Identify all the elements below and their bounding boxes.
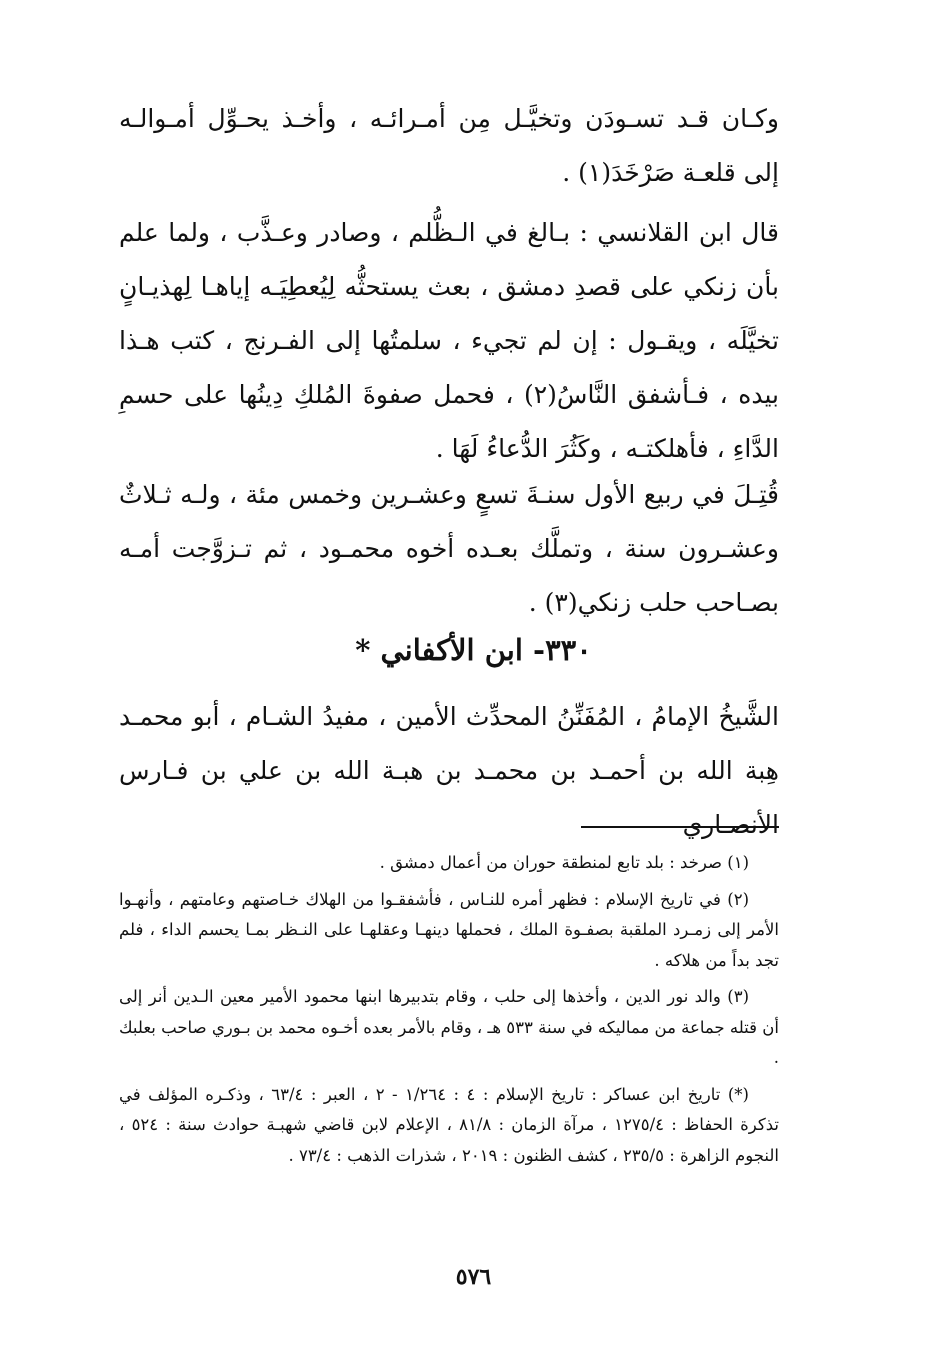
footnote-sources: (*) تاريخ ابن عساكر : تاريخ الإسلام : ٤ : ١/٢٦٤ - ٢ ، العبر : ٦٣/٤ ، وذكـره المؤلف في تذكرة الحفاظ : ١٢٧٥/٤ ، مرآة الزمان : ٨١/٨ ، الإعلام لابن قاضي شهبـة حوادث سنة : ٥٢٤ ، النجوم الزاهرة : ٢٣٥/٥ ، كشف الظنون : ٢٠١٩ ، شذرات الذهب : ٧٣/٤ . xyxy=(119,1084,780,1165)
footnote-2: (٢) في تاريخ الإسلام : فظهر أمره للنـاس ، فأشفقـوا من الهلاك خـاصتهم وعامتهم ، وأنهـوا الأمر إلى زمـرد الملقبة بصفـوة الملك ، فحملها دينهـا وعقلهـا على النـظر بمـا يحسم الداء ، فلم تجد بداً من هلاكه . xyxy=(119,889,779,970)
footnote-3: (٣) والد نور الدين ، وأخذها إلى حلب ، وقام بتدبيرها ابنها محمود الأمير معين الـدين أنر إلى أن قتله جماعة من مماليكه في سنة ٥٣٣ هـ ، وقام بالأمر بعده أخـوه محمد بن بـوري صاحب بعلبك . xyxy=(119,987,779,1067)
paragraph-1: وكـان قـد تسـودَن وتخيَّـل مِن أمـرائـه ، وأخـذ يحـوِّل أمـوالـه إلى قلعـة صَرْخَدَ(١) . xyxy=(119,104,779,187)
paragraph-4: الشَّيخُ الإمامُ ، المُفَنِّنُ المحدِّث الأمين ، مفيدُ الشـام ، أبو محمـد هِبة الله بن أحمـد بن محمـد بن هبـة الله بن علي بن فـارس الأنصـاري xyxy=(119,702,779,839)
footnotes xyxy=(119,848,779,1177)
footnote-1: (١) صرخد : بلد تابع لمنطقة حوران من أعمال دمشق . xyxy=(379,853,749,872)
biography-heading: ٣٣٠- ابن الأكفاني * xyxy=(355,633,592,667)
paragraph-3: قُتِـلَ في ربيع الأول سنـةَ تسعٍ وعشـرين وخمس مئة ، ولـه ثـلاثٌ وعشـرون سنة ، وتملَّك بعـده أخوه محمـود ، ثم تـزوَّجت أمـه بصـاحب حلب زنكي(٣) . xyxy=(119,480,779,617)
footnote-divider xyxy=(581,826,779,828)
paragraph-2: قال ابن القلانسي : بـالغ في الـظُّلم ، وصادر وعـذَّب ، ولما علم بأن زنكي على قصدِ دمشق ، بعث يستحثُّه لِيُعطِيَـه إياهـا لِهذيـانٍ تخيَّلَه ، ويقـول : إن لم تجيء ، سلمتُها إلى الفـرنج ، كتب هـذا بيده ، فـأشفق النَّاسُ(٢) ، فحمل صفوةَ المُلكِ دِينُها على حسمِ الدَّاءِ ، فأهلكتـه ، وكَثُرَ الدُّعاءُ لَهَا . xyxy=(119,218,779,463)
page-number: ٥٧٦ xyxy=(455,1264,492,1290)
